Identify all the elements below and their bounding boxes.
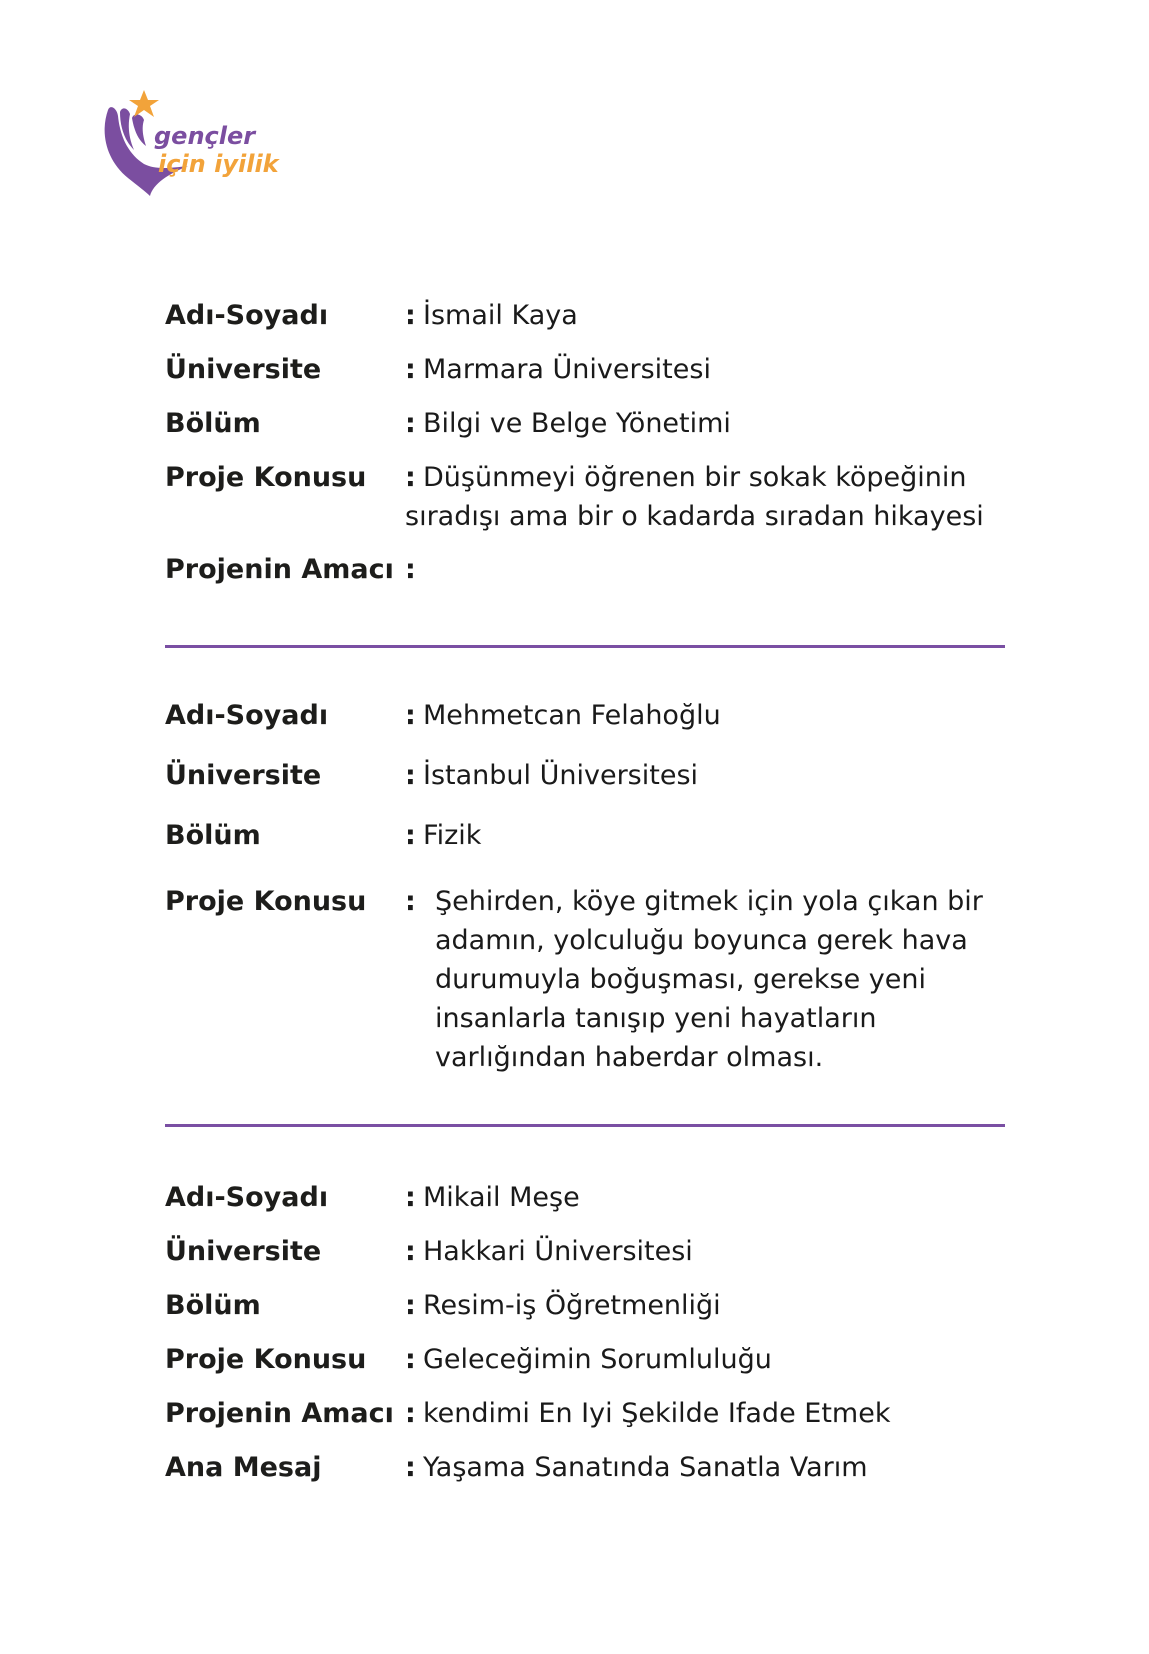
value-name: Mikail Meşe [423, 1182, 580, 1213]
value-department: Resim-iş Öğretmenliği [423, 1290, 721, 1321]
label-department: Bölüm [165, 820, 261, 851]
label-project-aim: Projenin Amacı [165, 554, 394, 585]
colon: : [405, 1452, 416, 1483]
logo-text-line1: gençler [154, 122, 256, 150]
colon: : [405, 1344, 416, 1375]
colon: : [405, 1290, 416, 1321]
label-project-topic: Proje Konusu [165, 886, 367, 917]
value-university: Marmara Üniversitesi [423, 354, 711, 385]
colon: : [405, 408, 416, 439]
value-name: İsmail Kaya [423, 300, 578, 331]
label-name: Adı-Soyadı [165, 1182, 329, 1213]
value-department: Bilgi ve Belge Yönetimi [423, 408, 731, 439]
label-main-message: Ana Mesaj [165, 1452, 322, 1483]
divider [165, 1124, 1005, 1127]
colon: : [405, 1182, 416, 1213]
value-main-message: Yaşama Sanatında Sanatla Varım [423, 1452, 868, 1483]
colon: : [405, 886, 416, 917]
label-department: Bölüm [165, 1290, 261, 1321]
value-project-topic: Şehirden, köye gitmek için yola çıkan bir adamın, yolculuğu boyunca gerek hava durumuyla boğuşması, gerekse yeni insanlarla tanışıp yeni hayatların varlığından haberdar olması. [435, 886, 983, 1073]
colon: : [405, 1398, 416, 1429]
label-name: Adı-Soyadı [165, 300, 329, 331]
value-project-aim: kendimi En Iyi Şekilde Ifade Etmek [423, 1398, 891, 1429]
logo-graphic [98, 88, 288, 206]
label-project-topic: Proje Konusu [165, 462, 367, 493]
colon: : [405, 1236, 416, 1267]
label-university: Üniversite [165, 760, 322, 791]
value-project-topic: Düşünmeyi öğrenen bir sokak köpeğinin sıradışı ama bir o kadarda sıradan hikayesi [405, 462, 984, 532]
value-university: Hakkari Üniversitesi [423, 1236, 693, 1267]
logo-text-line2: için iyilik [158, 150, 279, 178]
colon: : [405, 760, 416, 791]
colon: : [405, 300, 416, 331]
value-name: Mehmetcan Felahoğlu [423, 700, 721, 731]
divider [165, 645, 1005, 648]
value-department: Fizik [423, 820, 482, 851]
colon: : [405, 820, 416, 851]
colon: : [405, 462, 416, 493]
colon: : [405, 700, 416, 731]
label-project-topic: Proje Konusu [165, 1344, 367, 1375]
label-university: Üniversite [165, 354, 322, 385]
label-university: Üniversite [165, 1236, 322, 1267]
value-project-topic: Geleceğimin Sorumluluğu [423, 1344, 772, 1375]
value-university: İstanbul Üniversitesi [423, 760, 699, 791]
colon: : [405, 554, 416, 585]
colon: : [405, 354, 416, 385]
label-department: Bölüm [165, 408, 261, 439]
label-name: Adı-Soyadı [165, 700, 329, 731]
logo [98, 88, 288, 206]
label-project-aim: Projenin Amacı [165, 1398, 394, 1429]
